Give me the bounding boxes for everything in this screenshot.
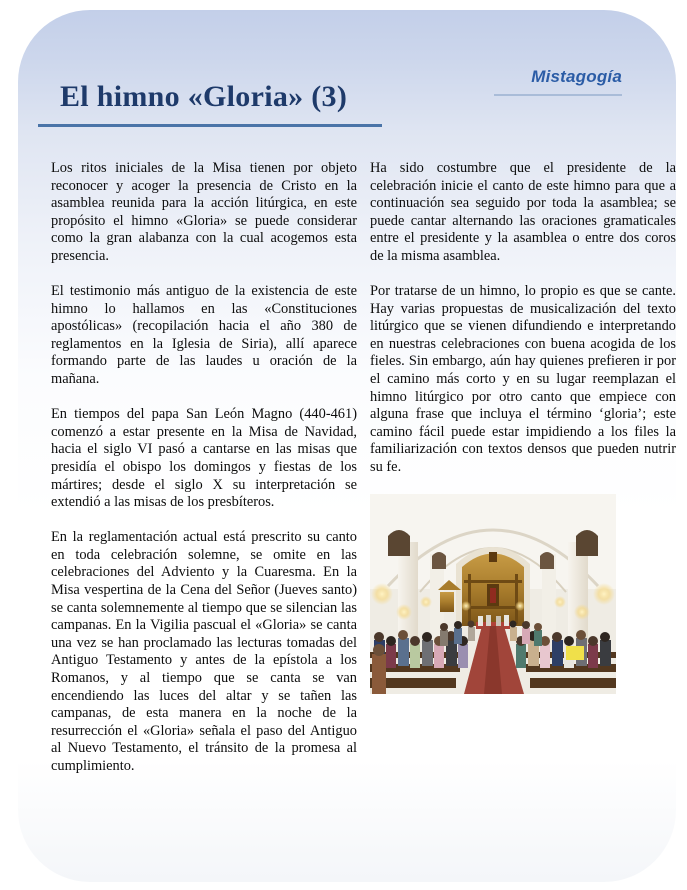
paragraph: En tiempos del papa San León Magno (440-461) comenzó a estar presente en la Misa de Navidad, hacia el siglo VI pasó a cantarse en las misas que presidía el obispo los domingos y fiestas de los mártires; desde el siglo X su interpretación se extendió a las misas de los presbíteros.: [51, 406, 357, 511]
paragraph: En la reglamentación actual está prescrito su canto en toda celebración solemne, se omite en las celebraciones del Adviento y la Cuaresma. En la Misa vespertina de la Cena del Señor (Jueves santo) se canta solemnemente al tiempo que se silencian las campanas. En la Vigilia pascual el «Gloria» se canta una vez se han proclamado las lecturas tomadas del Antiguo Testamento y antes de la epístola a los Romanos, y al tiempo que se canta se van encendiendo las luces del altar y se tañen las campanas, de esta manera en la noche de la resurrección el «Gloria» señala el paso del Antiguo al Nuevo Testamento, el tránsito de la promesa al cumplimiento.: [51, 529, 357, 774]
article-columns: [51, 160, 678, 793]
yellow-sign: [566, 646, 584, 660]
right-column: [370, 160, 676, 793]
paragraph: Los ritos iniciales de la Misa tienen por objeto reconocer y acoger la presencia de Cristo en la asamblea reunida para la acción litúrgica, en este propósito el himno «Gloria» se puede considerar como la gran alabanza con la cual acogemos esta presencia.: [51, 160, 357, 264]
title-rule: [38, 124, 382, 127]
paragraph: Por tratarse de un himno, lo propio es que se cante. Hay varias propuestas de musicalización del texto litúrgico que se vienen difundiendo e interpretando en nuestras celebraciones con buena acogida de los fieles. Sin embargo, aún hay quienes prefieren ir por el camino más corto y en su lugar reemplazan el himno litúrgico por otro canto que empiece con alguna frase que incluya el término ‘gloria’; este camino fácil puede estar impidiendo a los files la familiarización con textos densos que pueden nutrir su fe.: [370, 283, 676, 475]
church-photo: [370, 494, 616, 694]
paragraph: Ha sido costumbre que el presidente de la celebración inicie el canto de este himno para que a continuación sea seguido por toda la asamblea; se puede cantar alternando las oraciones gramaticales entre el presidente y la asamblea o entre dos coros de la misma asamblea.: [370, 160, 676, 264]
article-card: [18, 10, 676, 882]
masthead-block: [482, 67, 622, 96]
masthead-label: Mistagogía: [531, 67, 622, 86]
masthead-rule: [494, 94, 622, 96]
page-title: El himno «Gloria» (3): [60, 80, 348, 113]
left-column: [51, 160, 357, 793]
paragraph: El testimonio más antiguo de la existencia de este himno lo hallamos en las «Constituciones apostólicas» (recopilación hacia el año 380 de reglamentos en la Iglesia de Siria), allí aparece formando parte de las laudes u oración de la mañana.: [51, 283, 357, 388]
